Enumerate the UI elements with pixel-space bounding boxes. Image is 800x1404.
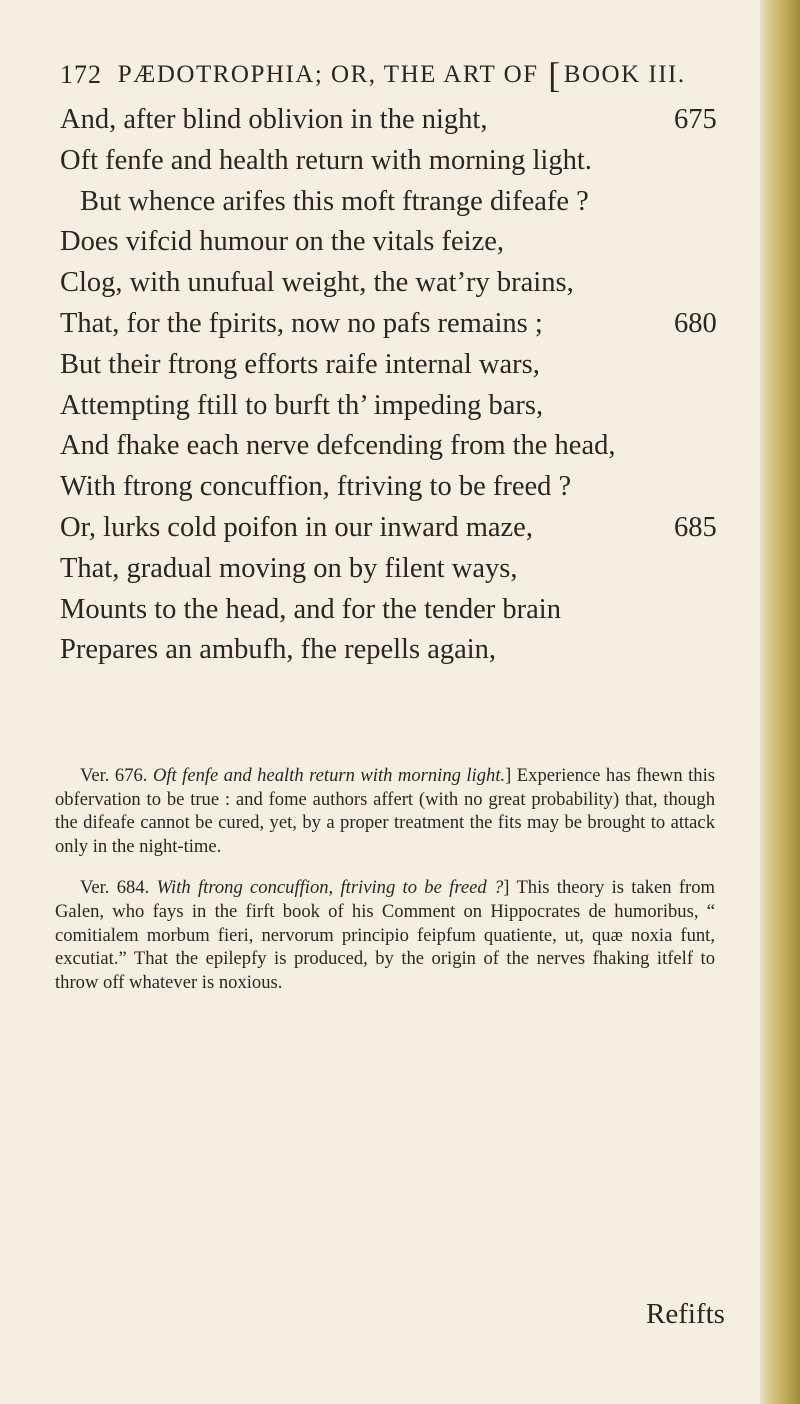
poem-line	[60, 222, 780, 263]
poem-line-text: That, gradual moving on by filent ways,	[60, 552, 518, 584]
bracket-icon: [	[548, 55, 562, 95]
footnote-body: ] This theory is taken from Galen, who fays in the firft book of his Comment on Hippocrates de humoribus, “ comitialem morbum fieri, nervorum principio feipfum quatiente, ut, quæ noxia funt, excutiat.” That the epilepfy is produced, by the origin of the nerves fhaking itfelf to throw off whatever is noxious.	[55, 877, 716, 993]
poem-line	[60, 590, 780, 631]
poem-line	[60, 426, 780, 467]
catchword: Refifts	[646, 1298, 725, 1330]
poem-line-text: Clog, with unufual weight, the wat’ry brains,	[60, 267, 574, 299]
poem-line	[60, 263, 780, 304]
footnote-body: ] Experience has fhewn this obfervation to be true : and fome authors affert (with no great probability) that, though the difeafe cannot be cured, yet, by a proper treatment the fits may be brought to attack only in the night-time.	[55, 765, 715, 857]
poem-line-text: But whence arifes this moft ftrange difeafe ?	[80, 185, 589, 217]
running-title: PÆDOTROPHIA; OR, THE ART OF	[117, 61, 539, 88]
poem-line	[60, 345, 780, 386]
book-label: BOOK III.	[563, 61, 686, 88]
poem-line-text: Oft fenfe and health return with morning light.	[60, 144, 592, 176]
footnotes	[55, 764, 715, 1012]
poem-line	[60, 386, 780, 427]
poem-line-text: And fhake each nerve defcending from the head,	[60, 430, 616, 462]
poem-line-text: That, for the fpirits, now no pafs remains ;	[60, 307, 543, 339]
footnote	[55, 876, 715, 994]
footnote-label: Ver. 684.	[80, 877, 150, 899]
poem-line-text: Mounts to the head, and for the tender brain	[60, 593, 561, 625]
page-number: 172	[60, 60, 102, 89]
footnote-quote: With ftrong concuffion, ftriving to be freed ?	[156, 877, 504, 899]
line-number: 680	[674, 307, 717, 339]
poem-line-text: With ftrong concuffion, ftriving to be freed ?	[60, 471, 572, 503]
poem-line	[60, 100, 780, 141]
poem-line-text: Attempting ftill to burft th’ impeding bars,	[60, 389, 544, 421]
running-header	[60, 54, 760, 94]
poem-line	[60, 182, 780, 223]
line-number: 685	[674, 511, 717, 543]
poem-line	[60, 141, 780, 182]
poem-line	[60, 304, 780, 345]
poem-line-text: But their ftrong efforts raife internal wars,	[60, 348, 540, 380]
poem-line-text: Or, lurks cold poifon in our inward maze,	[60, 511, 533, 543]
poem-line	[60, 549, 780, 590]
line-number: 675	[674, 104, 717, 135]
footnote	[55, 764, 715, 858]
poem-line	[60, 467, 780, 508]
footnote-label: Ver. 676.	[80, 765, 148, 786]
poem-line-text: And, after blind oblivion in the night,	[60, 104, 488, 135]
footnote-quote: Oft fenfe and health return with morning light.	[152, 765, 506, 786]
poem-line-text: Prepares an ambufh, fhe repells again,	[60, 634, 497, 666]
poem-line	[60, 630, 780, 671]
poem-body	[60, 100, 780, 671]
poem-line	[60, 508, 780, 549]
poem-line-text: Does vifcid humour on the vitals feize,	[60, 226, 505, 258]
